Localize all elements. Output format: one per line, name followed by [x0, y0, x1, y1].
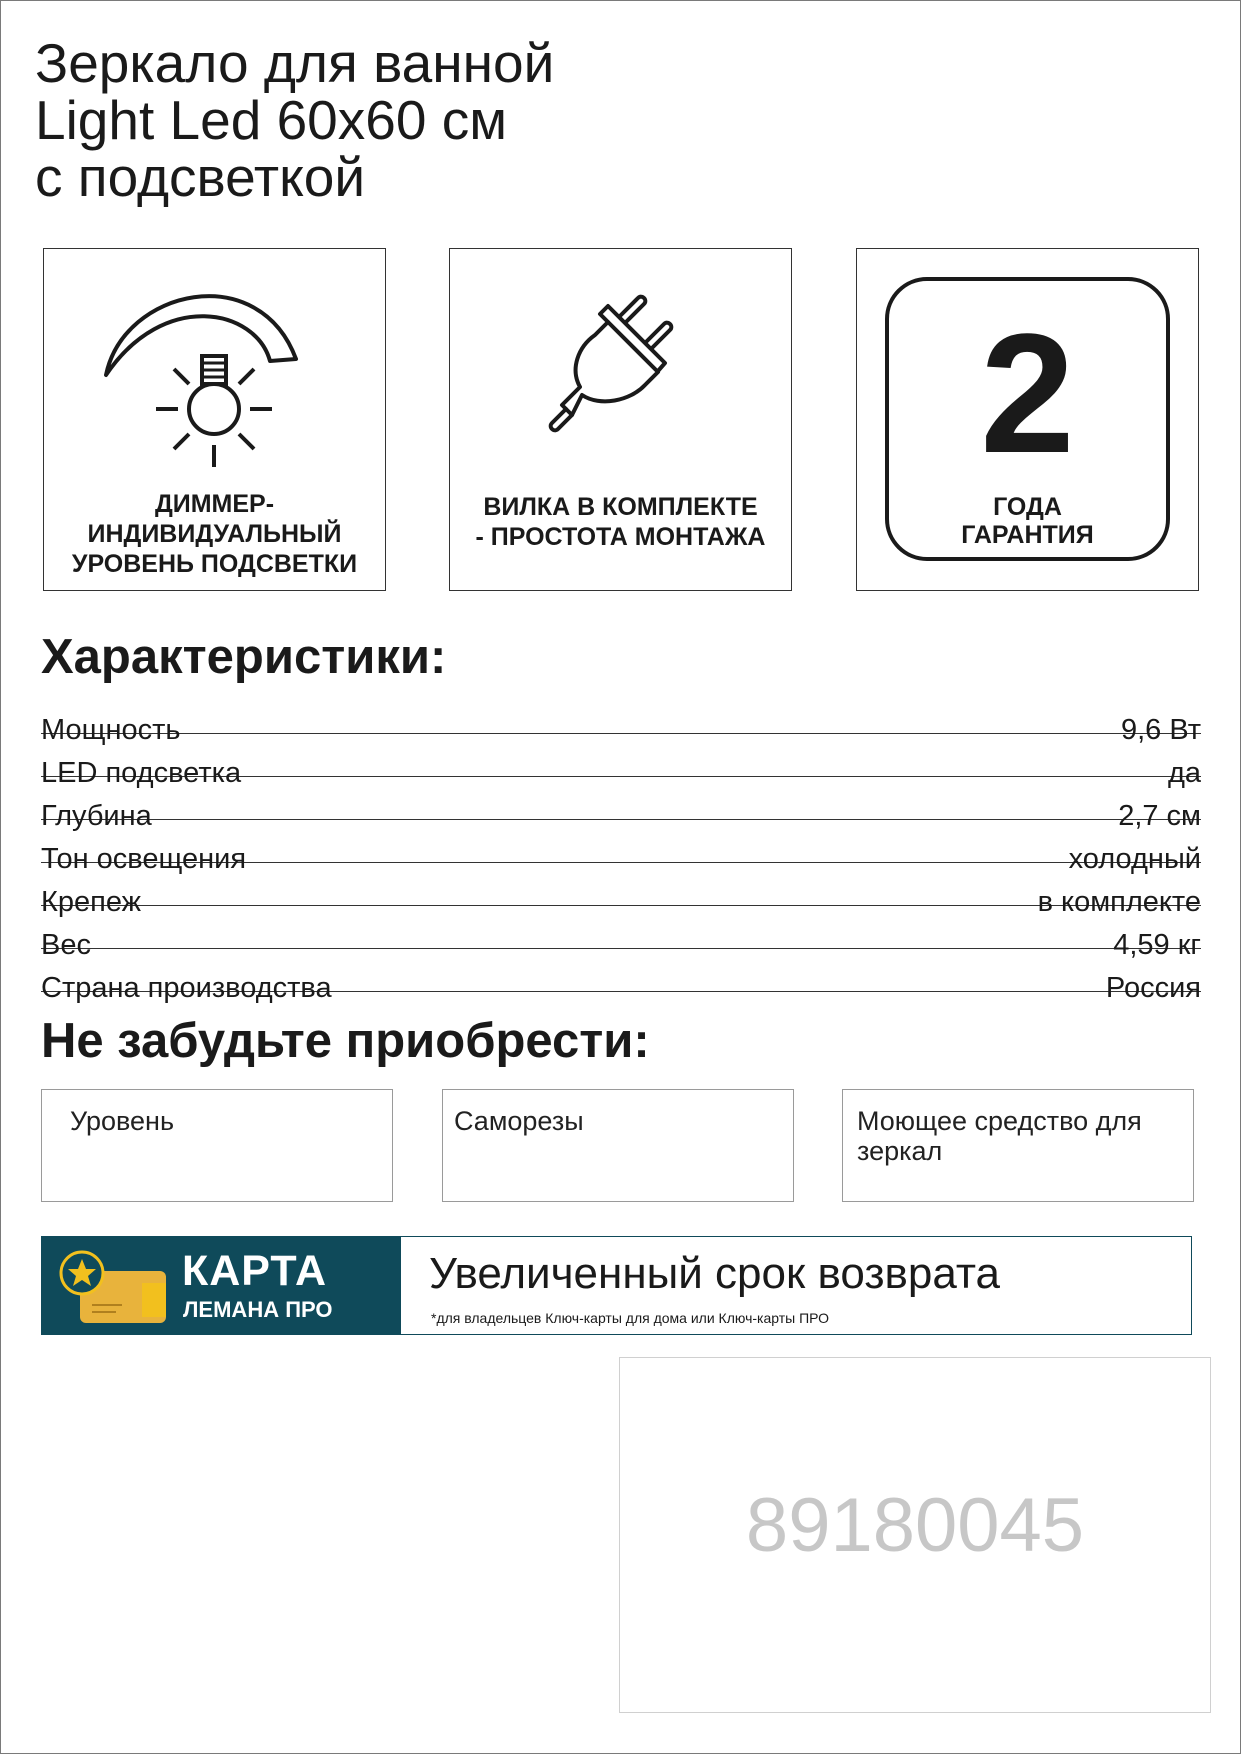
loyalty-banner — [41, 1236, 1192, 1335]
warranty-label — [889, 493, 1166, 549]
title-line: Light Led 60x60 см — [35, 89, 508, 151]
label-line: ДИММЕР- — [154, 490, 275, 518]
spec-row — [41, 734, 1201, 789]
specs-table — [41, 691, 1201, 1004]
loyalty-card-icon — [58, 1245, 174, 1329]
spec-value: 9,6 Вт — [1120, 714, 1201, 746]
product-code-box — [619, 1357, 1211, 1713]
spec-name: Глубина — [41, 800, 152, 832]
spec-value: 2,7 см — [1118, 800, 1201, 832]
card-subtitle: ЛЕМАНА ПРО — [183, 1297, 333, 1322]
spec-value: холодный — [1068, 843, 1201, 875]
feature-dimmer — [43, 248, 386, 591]
label-line: ГАРАНТИЯ — [961, 521, 1094, 549]
title-line: Зеркало для ванной — [35, 32, 555, 94]
warranty-years: 2 — [980, 299, 1075, 489]
feature-plug — [449, 248, 792, 591]
spec-row — [41, 820, 1201, 875]
spec-name: Тон освещения — [41, 843, 247, 875]
banner-headline: Увеличенный срок возврата — [429, 1249, 1000, 1298]
label-line: УРОВЕНЬ ПОДСВЕТКИ — [71, 550, 358, 578]
buy-item-label: Саморезы — [454, 1106, 584, 1136]
spec-row — [41, 906, 1201, 961]
buy-item-label: Уровень — [70, 1106, 175, 1136]
spec-row — [41, 777, 1201, 832]
spec-row — [41, 691, 1201, 746]
spec-value: в комплекте — [1037, 886, 1201, 918]
specs-heading: Характеристики: — [41, 630, 447, 684]
spec-value: 4,59 кг — [1113, 929, 1201, 961]
label-line: ИНДИВИДУАЛЬНЫЙ — [87, 520, 342, 548]
label-line: ГОДА — [993, 493, 1062, 521]
spec-name: Страна производства — [41, 972, 332, 1004]
dimmer-bulb-icon — [44, 249, 387, 469]
buy-item-box — [442, 1089, 794, 1202]
feature-dimmer-label — [44, 489, 385, 579]
product-title — [35, 32, 735, 208]
label-line: ВИЛКА В КОМПЛЕКТЕ — [483, 493, 758, 521]
product-code: 89180045 — [745, 1483, 1085, 1568]
spec-name: Крепеж — [41, 886, 142, 918]
spec-name: Мощность — [41, 714, 181, 746]
buy-item-box — [842, 1089, 1194, 1202]
plug-icon — [450, 249, 793, 469]
label-line: - ПРОСТОТА МОНТАЖА — [475, 523, 766, 551]
spec-row — [41, 863, 1201, 918]
spec-value: Россия — [1105, 972, 1201, 1004]
buy-heading: Не забудьте приобрести: — [41, 1014, 650, 1068]
spec-value: да — [1167, 757, 1201, 789]
feature-warranty — [856, 248, 1199, 591]
warranty-badge — [885, 277, 1170, 561]
title-line: с подсветкой — [35, 146, 366, 208]
loyalty-card-panel — [42, 1237, 401, 1334]
spec-name: LED подсветка — [41, 757, 242, 789]
spec-row — [41, 949, 1201, 1004]
card-title: КАРТА — [182, 1247, 328, 1295]
buy-item-box — [41, 1089, 393, 1202]
spec-name: Вес — [41, 929, 91, 961]
banner-footnote: *для владельцев Ключ-карты для дома или Ключ-карты ПРО — [431, 1310, 830, 1326]
buy-item-label: Моющее средство для зеркал — [857, 1106, 1142, 1166]
feature-plug-label — [450, 492, 791, 552]
